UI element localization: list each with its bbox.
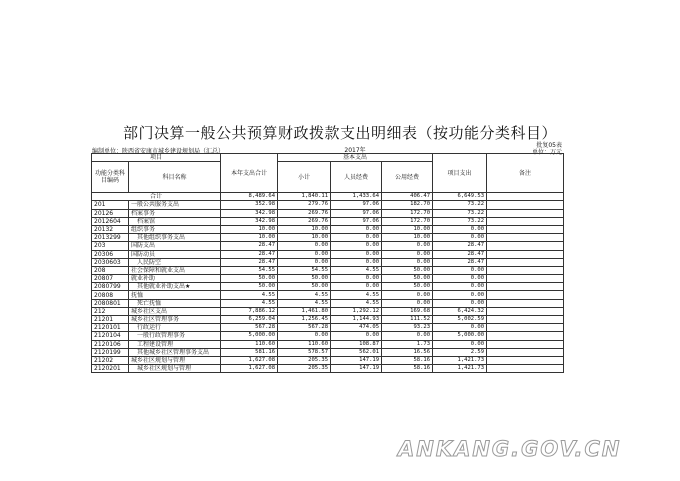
cell-project: 5,002.59 bbox=[433, 316, 487, 324]
cell-code: 2012604 bbox=[92, 217, 129, 225]
cell-name: 就业补助 bbox=[129, 275, 221, 283]
cell-name: 城乡社区规划与管理 bbox=[129, 356, 221, 364]
cell-total: 28.47 bbox=[221, 258, 278, 266]
cell-subtotal: 205.35 bbox=[278, 356, 331, 364]
cell-public: 10.00 bbox=[382, 225, 433, 233]
cell-note bbox=[487, 324, 564, 332]
cell-personnel: 4.55 bbox=[331, 291, 382, 299]
table-row bbox=[92, 356, 564, 364]
cell-total: 10.00 bbox=[221, 225, 278, 233]
cell-public: 58.16 bbox=[382, 356, 433, 364]
cell-public: 50.00 bbox=[382, 283, 433, 291]
cell-name: 死亡抚恤 bbox=[129, 299, 221, 307]
cell-project: 73.22 bbox=[433, 209, 487, 217]
cell-note bbox=[487, 217, 564, 225]
table-row bbox=[92, 283, 564, 291]
cell-name: 一般公共服务支出 bbox=[129, 201, 221, 209]
cell-note bbox=[487, 283, 564, 291]
personnel-header: 人员经费 bbox=[331, 162, 382, 193]
cell-note bbox=[487, 201, 564, 209]
cell-total: 6,259.04 bbox=[221, 316, 278, 324]
cell-public: 169.68 bbox=[382, 307, 433, 315]
cell-personnel: 147.19 bbox=[331, 365, 382, 373]
cell-public: 0.00 bbox=[382, 242, 433, 250]
cell-note bbox=[487, 275, 564, 283]
table-row bbox=[92, 242, 564, 250]
cell-personnel: 108.87 bbox=[331, 340, 382, 348]
cell-code: 21202 bbox=[92, 356, 129, 364]
cell-note bbox=[487, 242, 564, 250]
cell-subtotal: 54.55 bbox=[278, 266, 331, 274]
cell-personnel: 1,144.93 bbox=[331, 316, 382, 324]
cell-total: 50.00 bbox=[221, 283, 278, 291]
total-personnel: 1,433.64 bbox=[331, 193, 382, 201]
cell-total: 110.60 bbox=[221, 340, 278, 348]
cell-public: 1.73 bbox=[382, 340, 433, 348]
cell-public: 0.00 bbox=[382, 332, 433, 340]
cell-name: 抚恤 bbox=[129, 291, 221, 299]
table-row bbox=[92, 299, 564, 307]
cell-total: 7,886.12 bbox=[221, 307, 278, 315]
cell-project: 28.47 bbox=[433, 242, 487, 250]
cell-note bbox=[487, 332, 564, 340]
table-row bbox=[92, 209, 564, 217]
cell-project: 1,421.73 bbox=[433, 356, 487, 364]
cell-name: 城乡社区管理事务 bbox=[129, 316, 221, 324]
cell-name: 城乡社区规划与管理 bbox=[129, 365, 221, 373]
cell-code: 20132 bbox=[92, 225, 129, 233]
cell-total: 581.16 bbox=[221, 348, 278, 356]
site-watermark: ANKANG.GOV.CN bbox=[398, 437, 622, 461]
table-row bbox=[92, 258, 564, 266]
cell-personnel: 562.01 bbox=[331, 348, 382, 356]
cell-public: 58.16 bbox=[382, 365, 433, 373]
table-row bbox=[92, 365, 564, 373]
cell-code: 2120101 bbox=[92, 324, 129, 332]
cell-subtotal: 205.35 bbox=[278, 365, 331, 373]
cell-subtotal: 269.76 bbox=[278, 209, 331, 217]
cell-subtotal: 10.00 bbox=[278, 234, 331, 242]
cell-name: 一般行政管理事务 bbox=[129, 332, 221, 340]
table-row bbox=[92, 348, 564, 356]
cell-public: 16.56 bbox=[382, 348, 433, 356]
cell-code: 20306 bbox=[92, 250, 129, 258]
cell-personnel: 0.00 bbox=[331, 250, 382, 258]
cell-code: 203 bbox=[92, 242, 129, 250]
cell-subtotal: 0.00 bbox=[278, 242, 331, 250]
cell-project: 0.00 bbox=[433, 266, 487, 274]
cell-total: 352.98 bbox=[221, 201, 278, 209]
cell-personnel: 97.06 bbox=[331, 217, 382, 225]
cell-code: 212 bbox=[92, 307, 129, 315]
cell-total: 50.00 bbox=[221, 275, 278, 283]
name-header: 科目名称 bbox=[129, 162, 221, 193]
cell-note bbox=[487, 340, 564, 348]
total-project: 6,649.53 bbox=[433, 193, 487, 201]
cell-personnel: 474.05 bbox=[331, 324, 382, 332]
cell-name: 城乡社区支出 bbox=[129, 307, 221, 315]
table-row bbox=[92, 250, 564, 258]
cell-project: 0.00 bbox=[433, 234, 487, 242]
cell-note bbox=[487, 316, 564, 324]
total-header: 本年支出合计 bbox=[221, 154, 278, 193]
public-header: 公用经费 bbox=[382, 162, 433, 193]
cell-public: 50.00 bbox=[382, 275, 433, 283]
cell-code: 2013299 bbox=[92, 234, 129, 242]
cell-total: 342.98 bbox=[221, 209, 278, 217]
cell-name: 其他城乡社区管理事务支出 bbox=[129, 348, 221, 356]
cell-project: 28.47 bbox=[433, 258, 487, 266]
cell-name: 社会保障和就业支出 bbox=[129, 266, 221, 274]
cell-public: 172.70 bbox=[382, 209, 433, 217]
page-title: 部门决算一般公共预算财政拨款支出明细表（按功能分类科目） bbox=[122, 124, 557, 142]
code-header: 功能分类科目编码 bbox=[92, 162, 129, 193]
cell-public: 0.00 bbox=[382, 250, 433, 258]
cell-code: 2120104 bbox=[92, 332, 129, 340]
cell-personnel: 4.55 bbox=[331, 299, 382, 307]
cell-name: 组织事务 bbox=[129, 225, 221, 233]
cell-total: 28.47 bbox=[221, 250, 278, 258]
cell-code: 2120106 bbox=[92, 340, 129, 348]
cell-code: 2030603 bbox=[92, 258, 129, 266]
cell-public: 111.52 bbox=[382, 316, 433, 324]
cell-note bbox=[487, 356, 564, 364]
cell-project: 6,424.32 bbox=[433, 307, 487, 315]
cell-personnel: 1,292.12 bbox=[331, 307, 382, 315]
table-row bbox=[92, 307, 564, 315]
cell-total: 4.55 bbox=[221, 291, 278, 299]
cell-personnel: 0.00 bbox=[331, 258, 382, 266]
cell-note bbox=[487, 348, 564, 356]
cell-name: 国防动员 bbox=[129, 250, 221, 258]
cell-note bbox=[487, 291, 564, 299]
cell-code: 20126 bbox=[92, 209, 129, 217]
total-label: 合计 bbox=[92, 193, 221, 201]
cell-note bbox=[487, 365, 564, 373]
cell-code: 2120199 bbox=[92, 348, 129, 356]
cell-public: 0.00 bbox=[382, 299, 433, 307]
cell-project: 5,000.00 bbox=[433, 332, 487, 340]
cell-public: 172.70 bbox=[382, 217, 433, 225]
cell-code: 208 bbox=[92, 266, 129, 274]
cell-public: 50.00 bbox=[382, 266, 433, 274]
table-row bbox=[92, 340, 564, 348]
cell-personnel: 97.06 bbox=[331, 201, 382, 209]
cell-project: 0.00 bbox=[433, 291, 487, 299]
cell-subtotal: 4.55 bbox=[278, 299, 331, 307]
cell-note bbox=[487, 299, 564, 307]
table-row bbox=[92, 201, 564, 209]
year-label: 2017年 bbox=[344, 147, 366, 154]
cell-total: 5,000.00 bbox=[221, 332, 278, 340]
cell-name: 档案馆 bbox=[129, 217, 221, 225]
cell-personnel: 0.00 bbox=[331, 225, 382, 233]
total-amount: 8,489.64 bbox=[221, 193, 278, 201]
cell-code: 2120201 bbox=[92, 365, 129, 373]
subtotal-header: 小计 bbox=[278, 162, 331, 193]
cell-note bbox=[487, 266, 564, 274]
cell-name: 工程建设管理 bbox=[129, 340, 221, 348]
cell-personnel: 0.00 bbox=[331, 283, 382, 291]
cell-project: 1,421.73 bbox=[433, 365, 487, 373]
cell-subtotal: 0.00 bbox=[278, 258, 331, 266]
cell-subtotal: 269.76 bbox=[278, 217, 331, 225]
table-row bbox=[92, 266, 564, 274]
table-row bbox=[92, 225, 564, 233]
cell-total: 342.98 bbox=[221, 217, 278, 225]
cell-code: 201 bbox=[92, 201, 129, 209]
cell-total: 1,627.08 bbox=[221, 365, 278, 373]
cell-public: 182.70 bbox=[382, 201, 433, 209]
cell-personnel: 0.00 bbox=[331, 242, 382, 250]
cell-note bbox=[487, 307, 564, 315]
cell-code: 2080801 bbox=[92, 299, 129, 307]
cell-project: 0.00 bbox=[433, 340, 487, 348]
cell-total: 4.55 bbox=[221, 299, 278, 307]
cell-total: 1,627.08 bbox=[221, 356, 278, 364]
table-row bbox=[92, 217, 564, 225]
table-row bbox=[92, 316, 564, 324]
cell-subtotal: 4.55 bbox=[278, 291, 331, 299]
cell-code: 20808 bbox=[92, 291, 129, 299]
cell-note bbox=[487, 250, 564, 258]
cell-public: 0.00 bbox=[382, 258, 433, 266]
cell-project: 73.22 bbox=[433, 201, 487, 209]
total-note bbox=[487, 193, 564, 201]
cell-code: 21201 bbox=[92, 316, 129, 324]
cell-personnel: 4.55 bbox=[331, 266, 382, 274]
note-header: 备注 bbox=[487, 154, 564, 193]
item-header: 项目 bbox=[92, 154, 221, 162]
cell-name: 其他组织事务支出 bbox=[129, 234, 221, 242]
cell-personnel: 0.00 bbox=[331, 332, 382, 340]
cell-personnel: 0.00 bbox=[331, 234, 382, 242]
cell-subtotal: 578.57 bbox=[278, 348, 331, 356]
cell-code: 2080799 bbox=[92, 283, 129, 291]
table-row bbox=[92, 275, 564, 283]
cell-name: 行政运行 bbox=[129, 324, 221, 332]
cell-project: 73.22 bbox=[433, 217, 487, 225]
header-row-1 bbox=[92, 154, 564, 162]
cell-project: 28.47 bbox=[433, 250, 487, 258]
cell-total: 28.47 bbox=[221, 242, 278, 250]
table-row bbox=[92, 291, 564, 299]
cell-subtotal: 50.00 bbox=[278, 275, 331, 283]
reporting-unit: 编制单位：陕西省安康市城乡建设规划局（汇总） bbox=[92, 148, 225, 155]
cell-note bbox=[487, 209, 564, 217]
cell-personnel: 0.00 bbox=[331, 275, 382, 283]
cell-public: 0.00 bbox=[382, 291, 433, 299]
cell-total: 567.28 bbox=[221, 324, 278, 332]
cell-total: 54.55 bbox=[221, 266, 278, 274]
cell-project: 2.59 bbox=[433, 348, 487, 356]
cell-project: 0.00 bbox=[433, 225, 487, 233]
cell-subtotal: 110.60 bbox=[278, 340, 331, 348]
cell-name: 国防支出 bbox=[129, 242, 221, 250]
basic-label: 基本支出 bbox=[343, 154, 368, 162]
cell-project: 0.00 bbox=[433, 283, 487, 291]
cell-personnel: 97.06 bbox=[331, 209, 382, 217]
cell-code: 20807 bbox=[92, 275, 129, 283]
cell-project: 0.00 bbox=[433, 275, 487, 283]
cell-name: 人民防空 bbox=[129, 258, 221, 266]
cell-subtotal: 567.28 bbox=[278, 324, 331, 332]
cell-name: 档案事务 bbox=[129, 209, 221, 217]
basic-header bbox=[278, 147, 433, 162]
cell-subtotal: 1,256.45 bbox=[278, 316, 331, 324]
cell-public: 10.00 bbox=[382, 234, 433, 242]
cell-name: 其他就业补助支出★ bbox=[129, 283, 221, 291]
total-subtotal: 1,840.11 bbox=[278, 193, 331, 201]
cell-subtotal: 0.00 bbox=[278, 250, 331, 258]
table-code: 批复05表 bbox=[536, 142, 562, 149]
table-body bbox=[92, 201, 564, 373]
cell-note bbox=[487, 225, 564, 233]
money-unit: 单位：万元 bbox=[531, 149, 562, 156]
cell-public: 93.23 bbox=[382, 324, 433, 332]
total-row bbox=[92, 193, 564, 201]
cell-subtotal: 1,461.80 bbox=[278, 307, 331, 315]
table-row bbox=[92, 234, 564, 242]
cell-note bbox=[487, 258, 564, 266]
cell-subtotal: 0.00 bbox=[278, 332, 331, 340]
cell-subtotal: 50.00 bbox=[278, 283, 331, 291]
total-public: 406.47 bbox=[382, 193, 433, 201]
cell-note bbox=[487, 234, 564, 242]
cell-project: 0.00 bbox=[433, 324, 487, 332]
cell-personnel: 147.19 bbox=[331, 356, 382, 364]
table-row bbox=[92, 332, 564, 340]
cell-total: 10.00 bbox=[221, 234, 278, 242]
cell-project: 0.00 bbox=[433, 299, 487, 307]
cell-subtotal: 10.00 bbox=[278, 225, 331, 233]
project-header: 项目支出 bbox=[433, 154, 487, 193]
table-row bbox=[92, 324, 564, 332]
cell-subtotal: 279.76 bbox=[278, 201, 331, 209]
